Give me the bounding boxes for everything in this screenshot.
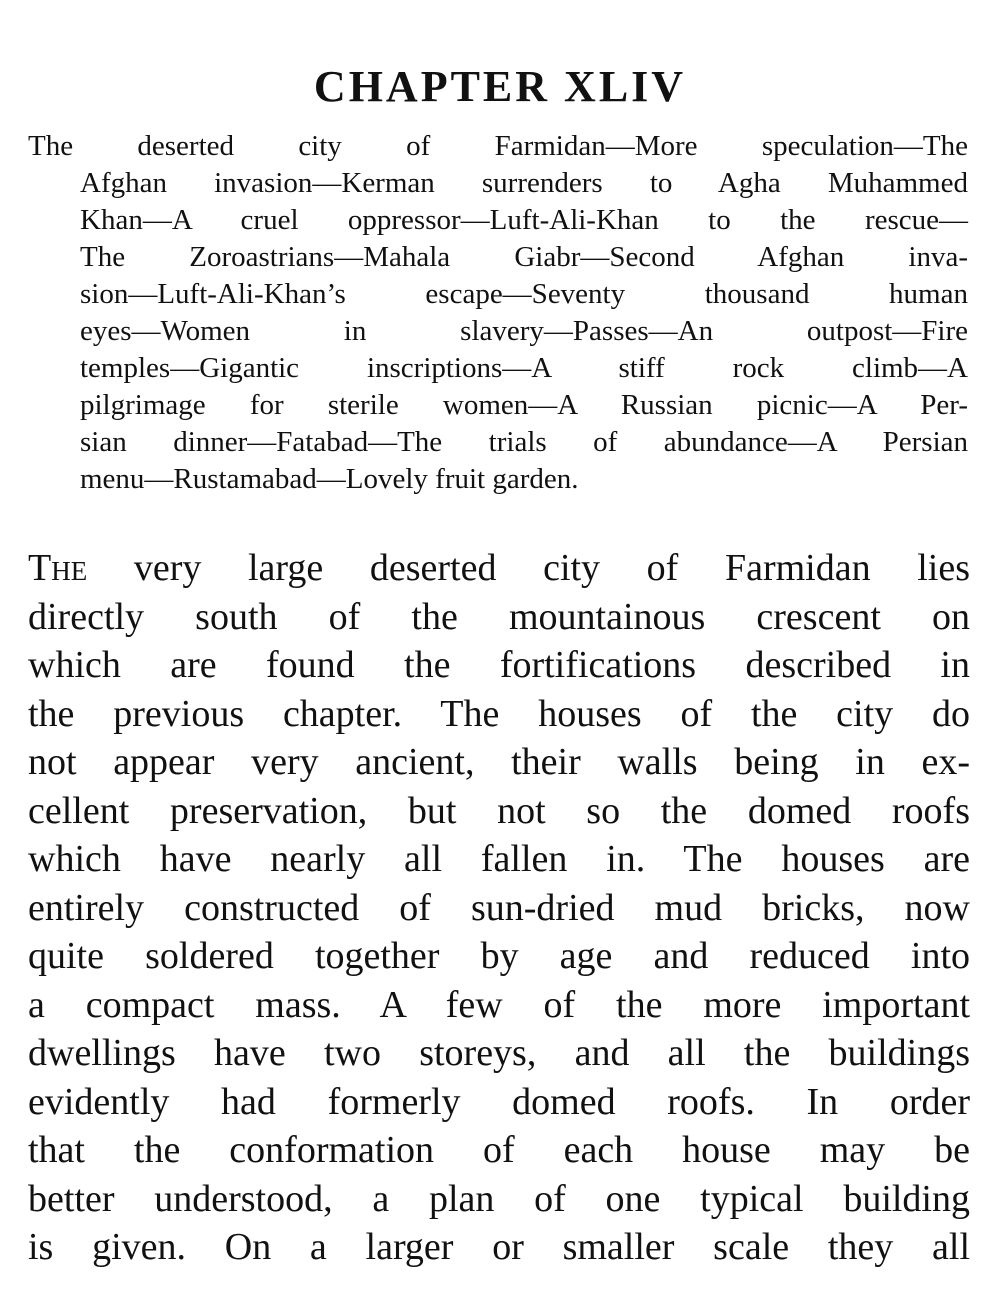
body-line: directly south of the mountainous crescent on <box>28 595 970 638</box>
body-line: that the conformation of each house may be <box>28 1129 970 1171</box>
body-line: the previous chapter. The houses of the city do <box>28 692 970 735</box>
opening-word: The <box>28 547 88 589</box>
body-line: quite soldered together by age and reduced into <box>28 935 970 977</box>
chapter-title: CHAPTER XLIV <box>313 62 687 112</box>
summary-line: The Zoroastrians—Mahala Giabr—Second Afghan inva- <box>80 241 968 273</box>
first-line-text: very large deserted city of Farmidan lies <box>87 547 970 589</box>
body-first-line <box>28 544 970 593</box>
body-line: cellent preservation, but not so the domed roofs <box>28 789 970 832</box>
body-line: better understood, a plan of one typical building <box>28 1177 970 1220</box>
summary-line: sian dinner—Fatabad—The trials of abundance—A Persian <box>80 426 968 458</box>
body-line: a compact mass. A few of the more important <box>28 983 970 1026</box>
summary-line: menu—Rustamabad—Lovely fruit garden. <box>80 463 579 495</box>
body-paragraph <box>28 544 970 1272</box>
summary-line: Afghan invasion—Kerman surrenders to Agha Muhammed <box>80 167 968 199</box>
body-line: dwellings have two storeys, and all the buildings <box>28 1032 970 1074</box>
chapter-summary <box>28 128 968 498</box>
summary-line: The deserted city of Farmidan—More speculation—The <box>28 130 968 162</box>
body-line: is given. On a larger or smaller scale they all <box>28 1226 970 1268</box>
summary-line: eyes—Women in slavery—Passes—An outpost—Fire <box>80 315 968 347</box>
summary-line: pilgrimage for sterile women—A Russian picnic—A Per- <box>80 389 968 421</box>
summary-line: Khan—A cruel oppressor—Luft-Ali-Khan to the rescue— <box>80 204 968 236</box>
body-line: which are found the fortifications described in <box>28 644 970 686</box>
body-line: evidently had formerly domed roofs. In order <box>28 1080 970 1123</box>
body-line: entirely constructed of sun-dried mud bricks, now <box>28 886 970 929</box>
body-line: not appear very ancient, their walls being in ex- <box>28 741 970 783</box>
body-line: which have nearly all fallen in. The houses are <box>28 838 970 880</box>
summary-line: sion—Luft-Ali-Khan’s escape—Seventy thousand human <box>80 278 968 310</box>
summary-line: temples—Gigantic inscriptions—A stiff rock climb—A <box>80 352 968 384</box>
